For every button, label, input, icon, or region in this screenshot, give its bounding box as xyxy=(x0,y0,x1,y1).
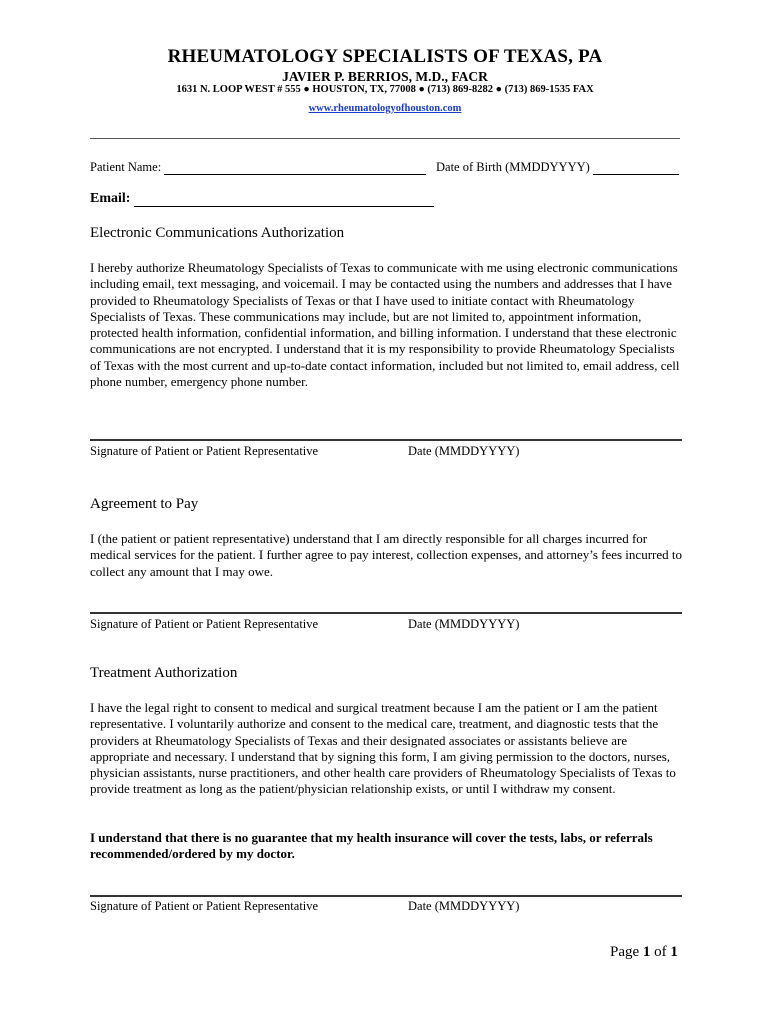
paragraph: I have the legal right to consent to medical and surgical treatment because I am the patient or I am the patient representative. I voluntarily authorize and consent to the medical care, treatment, and diagnostic tests that the providers at Rheumatology Specialists of Texas and their designated associates or assistants believe are appropriate and necessary. I understand that by signing this form, I am giving permission to the doctors, nurses, physician assistants, nurse practitioners, and other health care providers of Rheumatology Specialists of Texas to provide treatment as long as the patient/physician relationship exists, or until I withdraw my consent. xyxy=(90,700,676,797)
section-title-electronic-communications: Electronic Communications Authorization xyxy=(90,225,345,241)
dob-label: Date of Birth (MMDDYYYY) xyxy=(436,160,590,174)
section-title-treatment-authorization: Treatment Authorization xyxy=(90,665,238,681)
signature-label-3: Signature of Patient or Patient Representative xyxy=(90,899,319,913)
patient-name-field[interactable] xyxy=(164,163,426,175)
section-title-agreement-to-pay: Agreement to Pay xyxy=(90,496,199,512)
paragraph: I hereby authorize Rheumatology Specialists of Texas to communicate with me using electronic communications including email, text messaging, and voicemail. I may be contacted using the numbers and addresses that I have provided to Rheumatology Specialists of Texas or that I have used to initiate contact with Rheumatology Specialists of Texas. These communications may include, but are not limited to, appointment information, protected health information, confidential information, and billing information. I understand that these electronic communications are not encrypted. I understand that it is my responsibility to provide Rheumatology Specialists of Texas with the most current and up-to-date contact information, included but not limited to, email address, cell phone number, emergency phone number. xyxy=(90,260,680,390)
paragraph: I (the patient or patient representative) understand that I am directly responsible for all charges incurred for medical services for the patient. I further agree to pay interest, collection expenses, and attorney’s fees incurred to collect any amount that I may owe. xyxy=(90,531,682,579)
page-of: of xyxy=(650,944,671,960)
section-body-agreement-to-pay xyxy=(90,531,686,580)
patient-name-row xyxy=(90,160,426,175)
practice-address: 1631 N. LOOP WEST # 555 ● HOUSTON, TX, 77008 ● (713) 869-8282 ● (713) 869-1535 FAX xyxy=(176,84,594,95)
page-number xyxy=(610,944,678,961)
physician-name: JAVIER P. BERRIOS, M.D., FACR xyxy=(282,69,488,84)
page-current: 1 xyxy=(642,944,651,960)
date-label-1: Date (MMDDYYYY) xyxy=(408,444,520,458)
practice-title: RHEUMATOLOGY SPECIALISTS OF TEXAS, PA xyxy=(167,46,603,67)
header-divider xyxy=(90,138,680,139)
date-label-3: Date (MMDDYYYY) xyxy=(408,899,520,913)
page-total: 1 xyxy=(670,944,678,960)
signature-label-1: Signature of Patient or Patient Representative xyxy=(90,444,319,458)
date-label-2: Date (MMDDYYYY) xyxy=(408,617,520,631)
section-body-electronic-communications xyxy=(90,260,686,390)
patient-name-label: Patient Name: xyxy=(90,160,162,174)
insurance-notice-text: I understand that there is no guarantee that my health insurance will cover the tests, labs, or referrals recommended/ordered by my doctor. xyxy=(90,830,653,862)
website-row xyxy=(0,98,770,116)
signature-line-3[interactable] xyxy=(90,895,682,897)
page-prefix: Page xyxy=(610,944,643,960)
signature-line-2[interactable] xyxy=(90,612,682,614)
signature-label-2: Signature of Patient or Patient Representative xyxy=(90,617,319,631)
dob-row xyxy=(436,160,679,175)
section-body-treatment-authorization xyxy=(90,700,686,798)
website-link[interactable]: www.rheumatologyofhouston.com xyxy=(308,103,462,114)
signature-line-1[interactable] xyxy=(90,439,682,441)
email-label: Email: xyxy=(90,191,131,206)
insurance-notice xyxy=(90,830,686,863)
email-row xyxy=(90,191,434,207)
email-field[interactable] xyxy=(134,193,434,207)
dob-field[interactable] xyxy=(593,163,679,175)
